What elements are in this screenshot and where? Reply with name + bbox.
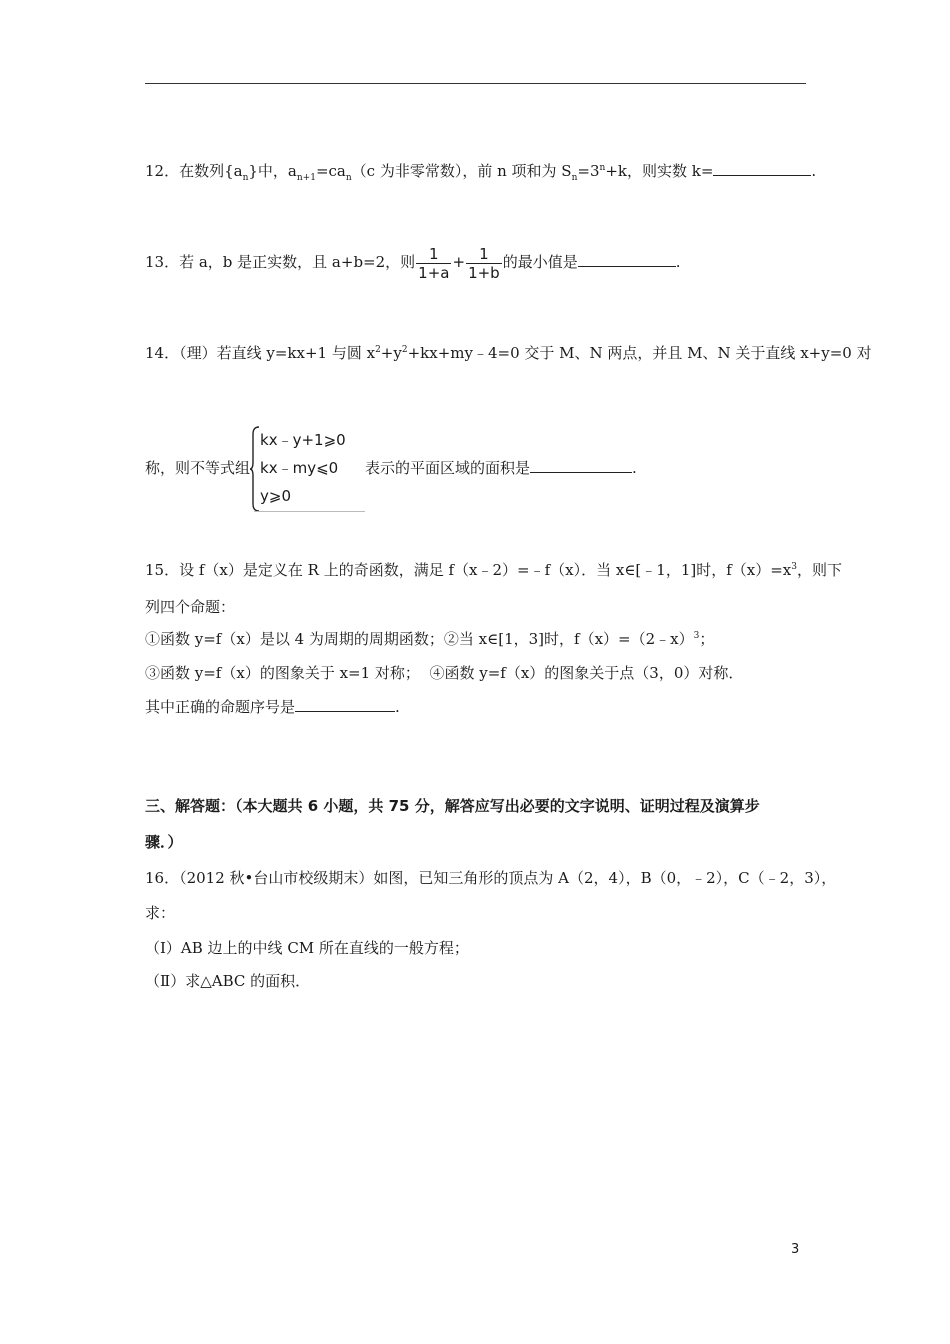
- question-14-line-2: 称，则不等式组 kx﹣y+1⩾0 kx﹣my⩽0 y⩾0 表示的平面区域的面积是 .: [145, 425, 637, 512]
- question-15-line-3: ①函数 y=f（x）是以 4 为周期的周期函数；②当 x∈[1，3]时，f（x）=（2﹣x）$^3$；: [145, 630, 715, 648]
- answer-blank-12: [713, 161, 811, 176]
- system-underline: [254, 511, 365, 512]
- left-brace-icon: [250, 426, 260, 512]
- answer-blank-14: [530, 458, 632, 473]
- fraction-1-over-1-plus-a: $\frac{1}{1+a}$: [418, 244, 450, 282]
- question-15-line-2: 列四个命题：: [145, 598, 236, 616]
- inequality-1: kx﹣y+1⩾0: [260, 431, 346, 449]
- answer-blank-15: [295, 697, 395, 712]
- answer-blank-13: [578, 252, 676, 267]
- question-15-line-4: ③函数 y=f（x）的图象关于 x=1 对称； ④函数 y=f（x）的图象关于点（3，0）对称．: [145, 664, 744, 682]
- question-15-line-1: 15．设 f（x）是定义在 R 上的奇函数，满足 f（x﹣2）=﹣f（x）．当 x∈[﹣1，1]时，$f(x)=x^3$，则下: [145, 561, 843, 579]
- section-3-heading-line-2: 骤．）: [145, 833, 183, 851]
- question-14-line-1: 14．（理）若直线 y=kx+1 与圆 $x^2+y^2+kx+my﹣4=0$ 交于 M、N 两点，并且 M、N 关于直线 x+y=0 对: [145, 344, 872, 362]
- question-16-line-3: （Ⅰ）AB 边上的中线 CM 所在直线的一般方程；: [145, 939, 469, 957]
- fraction-1-over-1-plus-b: $\frac{1}{1+b}$: [468, 244, 500, 282]
- inequality-2: kx﹣my⩽0: [260, 459, 339, 477]
- question-13: 13．若 a，b 是正实数，且 a+b=2，则 $\frac{1}{1+a}$ + $\frac{1}{1+b}$ 的最小值是 .: [145, 244, 681, 282]
- page-number: 3: [791, 1242, 800, 1257]
- inequality-system: [250, 426, 365, 512]
- inequality-3: y⩾0: [260, 487, 292, 505]
- question-15-line-5: 其中正确的命题序号是 .: [145, 698, 400, 716]
- question-12: 12．在数列$\{a_n\}$中，$a_{n+1}=ca_n(c$ 为非零常数），前 n 项和为 $S_n=3^n+k$，则实数 k= .: [145, 162, 817, 183]
- question-16-line-4: （Ⅱ）求△ABC 的面积．: [145, 972, 311, 990]
- section-3-heading-line-1: 三、解答题：（本大题共 6 小题，共 75 分，解答应写出必要的文字说明、证明过程及演算步: [145, 797, 760, 815]
- question-16-line-1: 16．（2012 秋•台山市校级期末）如图，已知三角形的顶点为 A（2，4），B（0，﹣2），C（﹣2，3），: [145, 869, 837, 887]
- question-16-line-2: 求：: [145, 904, 176, 922]
- header-rule: [145, 83, 806, 84]
